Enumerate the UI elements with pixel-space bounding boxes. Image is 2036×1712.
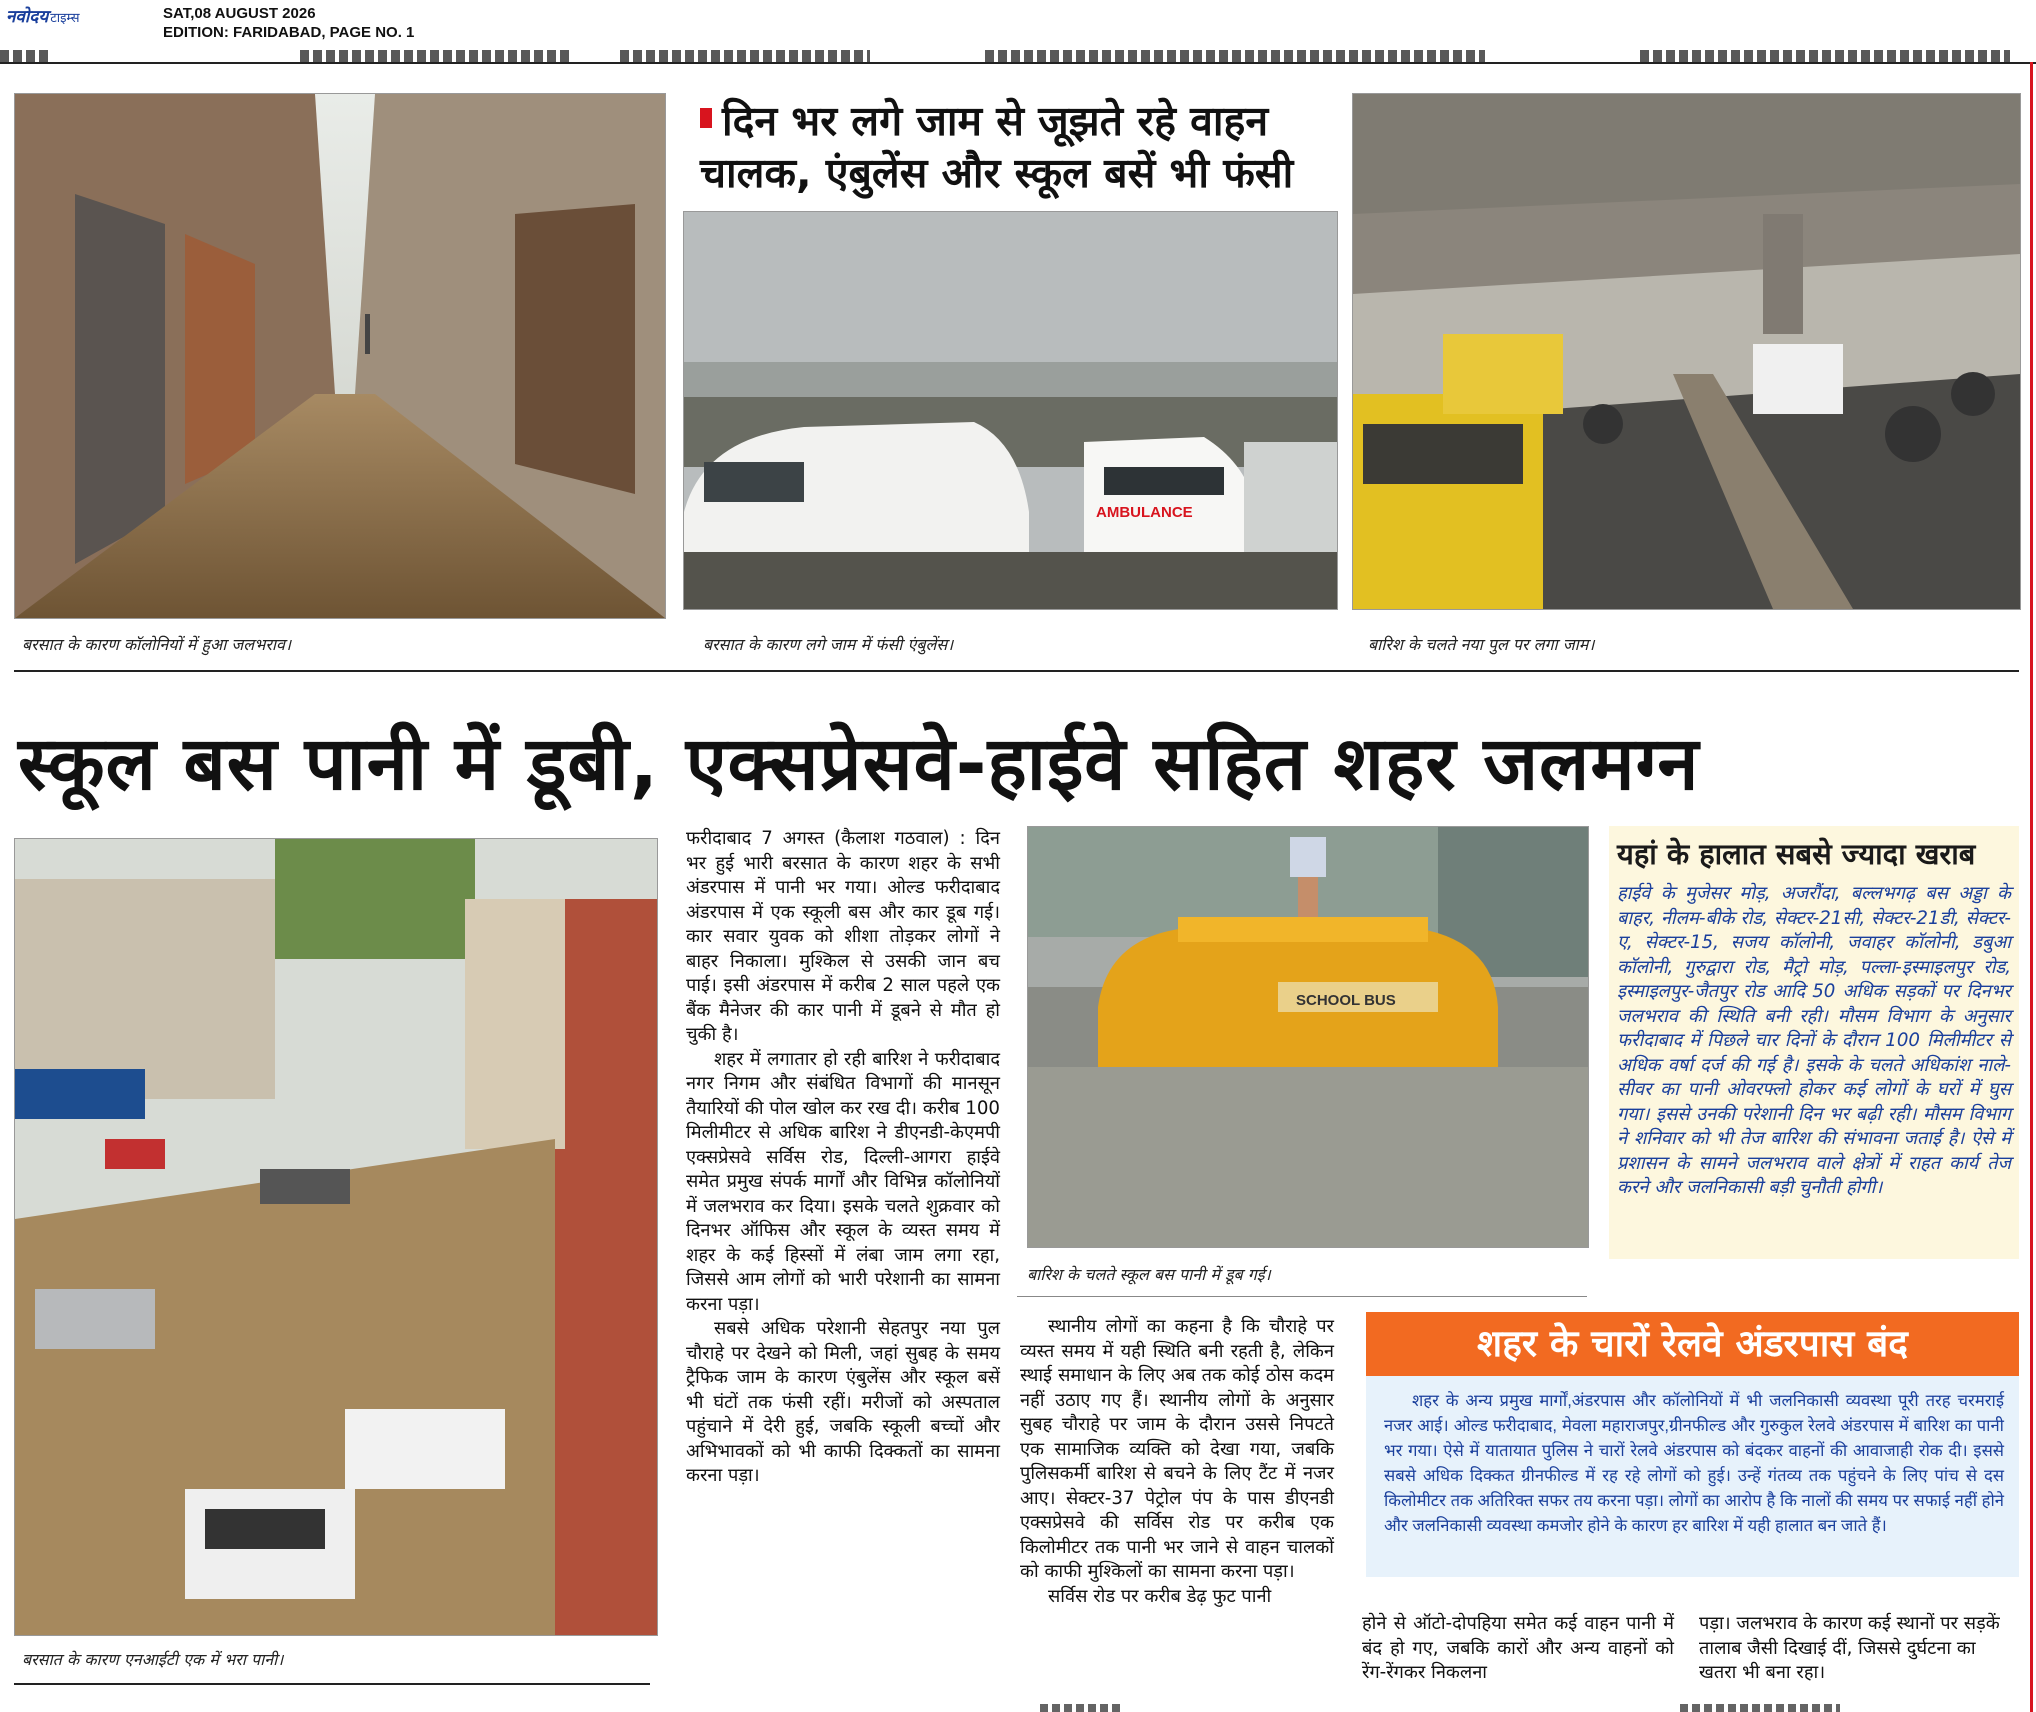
colony-flood-illustration: [15, 94, 665, 618]
caption-photo5: बारिश के चलते स्कूल बस पानी में डूब गई।: [1027, 1265, 1271, 1284]
photo-bridge-jam: [1352, 93, 2021, 610]
bus-text: SCHOOL BUS: [1296, 992, 1396, 1009]
caption-photo4: बरसात के कारण एनआईटी एक में भरा पानी।: [22, 1650, 284, 1669]
article-col2-p2: सर्विस रोड पर करीब डेढ़ फुट पानी: [1048, 1585, 1272, 1607]
railbox-body-wrap: [1384, 1388, 2004, 1538]
article-col2: [1020, 1315, 1334, 1609]
photo-colony-flood: [14, 93, 666, 619]
headline-marker: [700, 108, 712, 128]
article-col3: [1362, 1612, 1674, 1686]
caption-photo1: बरसात के कारण कॉलोनियों में हुआ जलभराव।: [22, 635, 292, 654]
edition-meta: [163, 4, 414, 42]
caption-photo3: बारिश के चलते नया पुल पर लगा जाम।: [1368, 635, 1595, 654]
railbox-heading: शहर के चारों रेलवे अंडरपास बंद: [1366, 1312, 2019, 1376]
sidebox-body: हाईवे के मुजेसर मोड़, अजरौंदा, बल्लभगढ़ बस अड्डा के बाहर, नीलम-बीके रोड, सेक्टर-21सी, सेक्टर-21डी, सेक्टर-ए, सेक्टर-15, सजय कॉलोनी, जवाहर कॉलोनी, डबुआ कॉलोनी, गुरुद्वारा रोड, मैट्रो मोड़, पल्ला-इस्माइलपुर रोड, इस्माइलपुर-जैतपुर रोड आदि 50 अधिक सड़कों पर दिनभर जलभराव की स्थिति बनी रही। मौसम विभाग के अनुसार फरीदाबाद में पिछले चार दिनों के दौरान 100 मिलीमीटर से अधिक वर्षा दर्ज की गई है। इसके के चलते अधिकांश नाले-सीवर का पानी ओवरफ्लो होकर कई लोगों के घरों में घुस गया। इससे उनकी परेशानी दिन भर बढ़ी रही। मौसम विभाग ने शनिवार को भी तेज बारिश की संभावना जताई है। ऐसे में प्रशासन के सामने जलभराव वाले क्षेत्रों में राहत कार्य तेज करने और जलनिकासी बड़ी चुनौती होगी।: [1617, 883, 2011, 1198]
bridge-jam-illustration: [1353, 94, 2020, 609]
article-col3-p1: होने से ऑटो-दोपहिया समेत कई वाहन पानी में बंद हो गए, जबकि कारों और अन्य वाहनों को रेंग-रेंगकर निकलना: [1362, 1613, 1674, 1683]
edition-date: SAT,08 AUGUST 2026: [163, 5, 316, 22]
top-story-headline-text: दिन भर लगे जाम से जूझते रहे वाहन चालक, एंबुलेंस और स्कूल बसें भी फंसी: [700, 97, 1294, 197]
ambulance-jam-illustration: [684, 212, 1337, 609]
main-headline: स्कूल बस पानी में डूबी, एक्सप्रेसवे-हाईवे सहित शहर जलमग्न: [18, 721, 1700, 807]
sidebox-worst-affected: [1609, 826, 2019, 1259]
article-col4-p1: पड़ा। जलभराव के कारण कई स्थानों पर सड़कें तालाब जैसी दिखाई दीं, जिससे दुर्घटना का खतरा भी बना रहा।: [1699, 1613, 2000, 1683]
top-rule: [0, 62, 2036, 64]
article-col1-p2: शहर में लगातार हो रही बारिश ने फरीदाबाद नगर निगम और संबंधित विभागों की मानसून तैयारियों की पोल खोल कर रख दी। करीब 100 मिलीमीटर से अधिक बारिश ने डीएनडी-केएमपी एक्सप्रेसवे सर्विस रोड, दिल्ली-आगरा हाईवे समेत प्रमुख संपर्क मार्गों और विभिन्न कॉलोनियों में जलभराव कर दिया। इसके चलते शुक्रवार को दिनभर ऑफिस और स्कूल के व्यस्त समय में शहर के कई हिस्सों में लंबा जाम लगा रहा, जिससे आम लोगों को भारी परेशानी का सामना करना पड़ा।: [686, 1048, 1000, 1315]
right-edge-rule: [2030, 62, 2033, 1712]
photo4-rule: [14, 1683, 650, 1685]
article-col1-p1: फरीदाबाद 7 अगस्त (कैलाश गठवाल) : दिन भर हुई भारी बरसात के कारण शहर के सभी अंडरपास में पानी भर गया। ओल्ड फरीदाबाद अंडरपास में एक स्कूली बस और कार डूब गई। कार सवार युवक को शीशा तोड़कर लोगों ने बाहर निकाला। मुश्किल से उसकी जान बच पाई। इसी अंडरपास में करीब 2 साल पहले एक बैंक मैनेजर की कार पानी में डूबने से मौत हो चुकी है।: [686, 828, 1000, 1045]
article-col1: [686, 827, 1000, 1489]
school-bus-illustration: [1028, 827, 1588, 1247]
sidebox-heading: यहां के हालात सबसे ज्यादा खराब: [1617, 837, 1976, 871]
logo-brand: नवोदय: [6, 7, 49, 27]
article-col4: [1699, 1612, 2011, 1686]
edition-name: EDITION: FARIDABAD, PAGE NO. 1: [163, 24, 415, 41]
caption-photo2: बरसात के कारण लगे जाम में फंसी एंबुलेंस।: [703, 635, 954, 654]
nit-flood-illustration: [15, 839, 657, 1635]
article-col1-p3: सबसे अधिक परेशानी सेहतपुर नया पुल चौराहे पर देखने को मिली, जहां सुबह के समय ट्रैफिक जाम के कारण एंबुलेंस और स्कूल बसें भी घंटों तक फंसी रहीं। मरीजों को अस्पताल पहुंचाने में देरी हुई, जबकि स्कूली बच्चों और अभिभावकों को भी काफी दिक्कतों का सामना करना पड़ा।: [686, 1318, 1000, 1486]
photo-nit-flood: [14, 838, 658, 1636]
photo-school-bus: [1027, 826, 1589, 1248]
photo-ambulance-jam: [683, 211, 1338, 610]
section-rule: [14, 670, 2019, 672]
top-story-headline: [700, 95, 1345, 199]
photo5-rule: [1017, 1296, 1587, 1297]
railbox-body: शहर के अन्य प्रमुख मार्गों,अंडरपास और कॉलोनियों में भी जलनिकासी व्यवस्था पूरी तरह चरमराई नजर आई। ओल्ड फरीदाबाद, मेवला महाराजपुर,ग्रीनफील्ड और गुरुकुल रेलवे अंडरपास में बारिश का पानी भर गया। ऐसे में यातायात पुलिस ने चारों रेलवे अंडरपास को बंदकर वाहनों की आवाजाही रोक दी। इससे सबसे अधिक दिक्कत ग्रीनफील्ड में रह रहे लोगों को हुई। उन्हें गंतव्य तक पहुंचने के लिए पांच से दस किलोमीटर तक अतिरिक्त सफर तय करना पड़ा। लोगों का आरोप है कि नालों की समय पर सफाई नहीं होने और जलनिकासी व्यवस्था कमजोर होने के कारण हर बारिश में यही हालात बन जाते हैं।: [1384, 1391, 2004, 1535]
masthead-logo: [6, 4, 154, 34]
logo-sub: टाइम्स: [50, 11, 80, 26]
clipped-text-strip: [0, 42, 2036, 62]
ambulance-text: AMBULANCE: [1096, 504, 1193, 521]
bottom-clipped-strip: [1020, 1700, 2020, 1712]
railbox-underpass-closed: [1366, 1312, 2019, 1577]
article-col2-p1: स्थानीय लोगों का कहना है कि चौराहे पर व्यस्त समय में यही स्थिति बनी रहती है, लेकिन स्थाई समाधान के लिए अब तक कोई ठोस कदम नहीं उठाए गए हैं। स्थानीय लोगों के अनुसार सुबह चौराहे पर जाम के दौरान उससे निपटते एक सामाजिक व्यक्ति को देखा गया, जबकि पुलिसकर्मी बारिश से बचने के लिए टैंट में नजर आए। सेक्टर-37 पेट्रोल पंप के पास डीएनडी एक्सप्रेसवे की सर्विस रोड पर करीब एक किलोमीटर तक पानी भर जाने से वाहन चालकों को काफी मुश्किलों का सामना करना पड़ा।: [1020, 1316, 1334, 1582]
